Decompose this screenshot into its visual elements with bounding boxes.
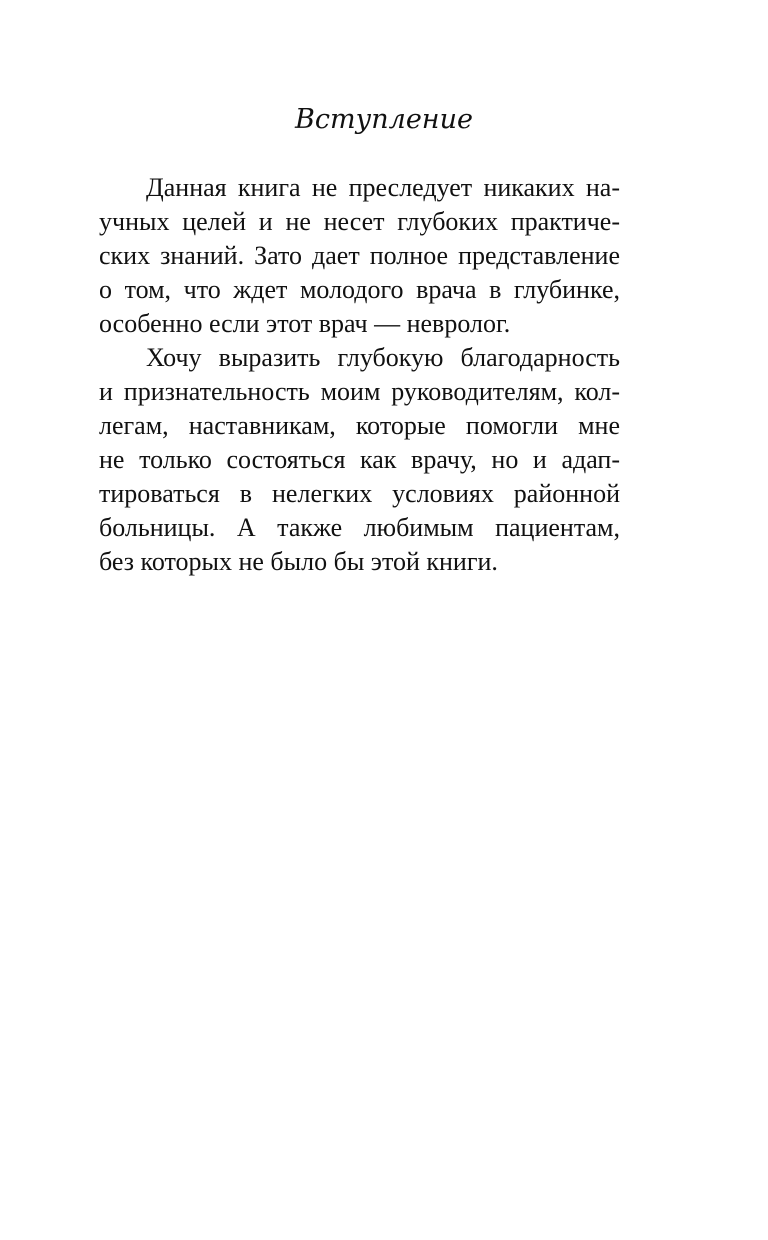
text-line: и признательность моим руководителям, кол- [99,377,620,406]
text-line: особенно если этот врач — невролог. [99,309,511,338]
chapter-heading: Вступление [295,104,473,135]
text-line: тироваться в нелегких условиях районной [99,479,620,508]
text-line: Хочу выразить глубокую благодарность [146,343,620,372]
text-line: не только состояться как врачу, но и адап- [99,445,620,474]
text-line: ских знаний. Зато дает полное представление [99,241,620,270]
text-line: легам, наставникам, которые помогли мне [99,411,620,440]
paragraph-1 [99,171,620,341]
text-line: без которых не было бы этой книги. [99,547,498,576]
text-line: больницы. А также любимым пациентам, [99,513,620,542]
body-text [99,171,620,579]
text-line: Данная книга не преследует никаких на- [146,173,620,202]
text-line: о том, что ждет молодого врача в глубинке, [99,275,620,304]
paragraph-2 [99,341,620,579]
text-line: учных целей и не несет глубоких практиче- [99,207,620,236]
